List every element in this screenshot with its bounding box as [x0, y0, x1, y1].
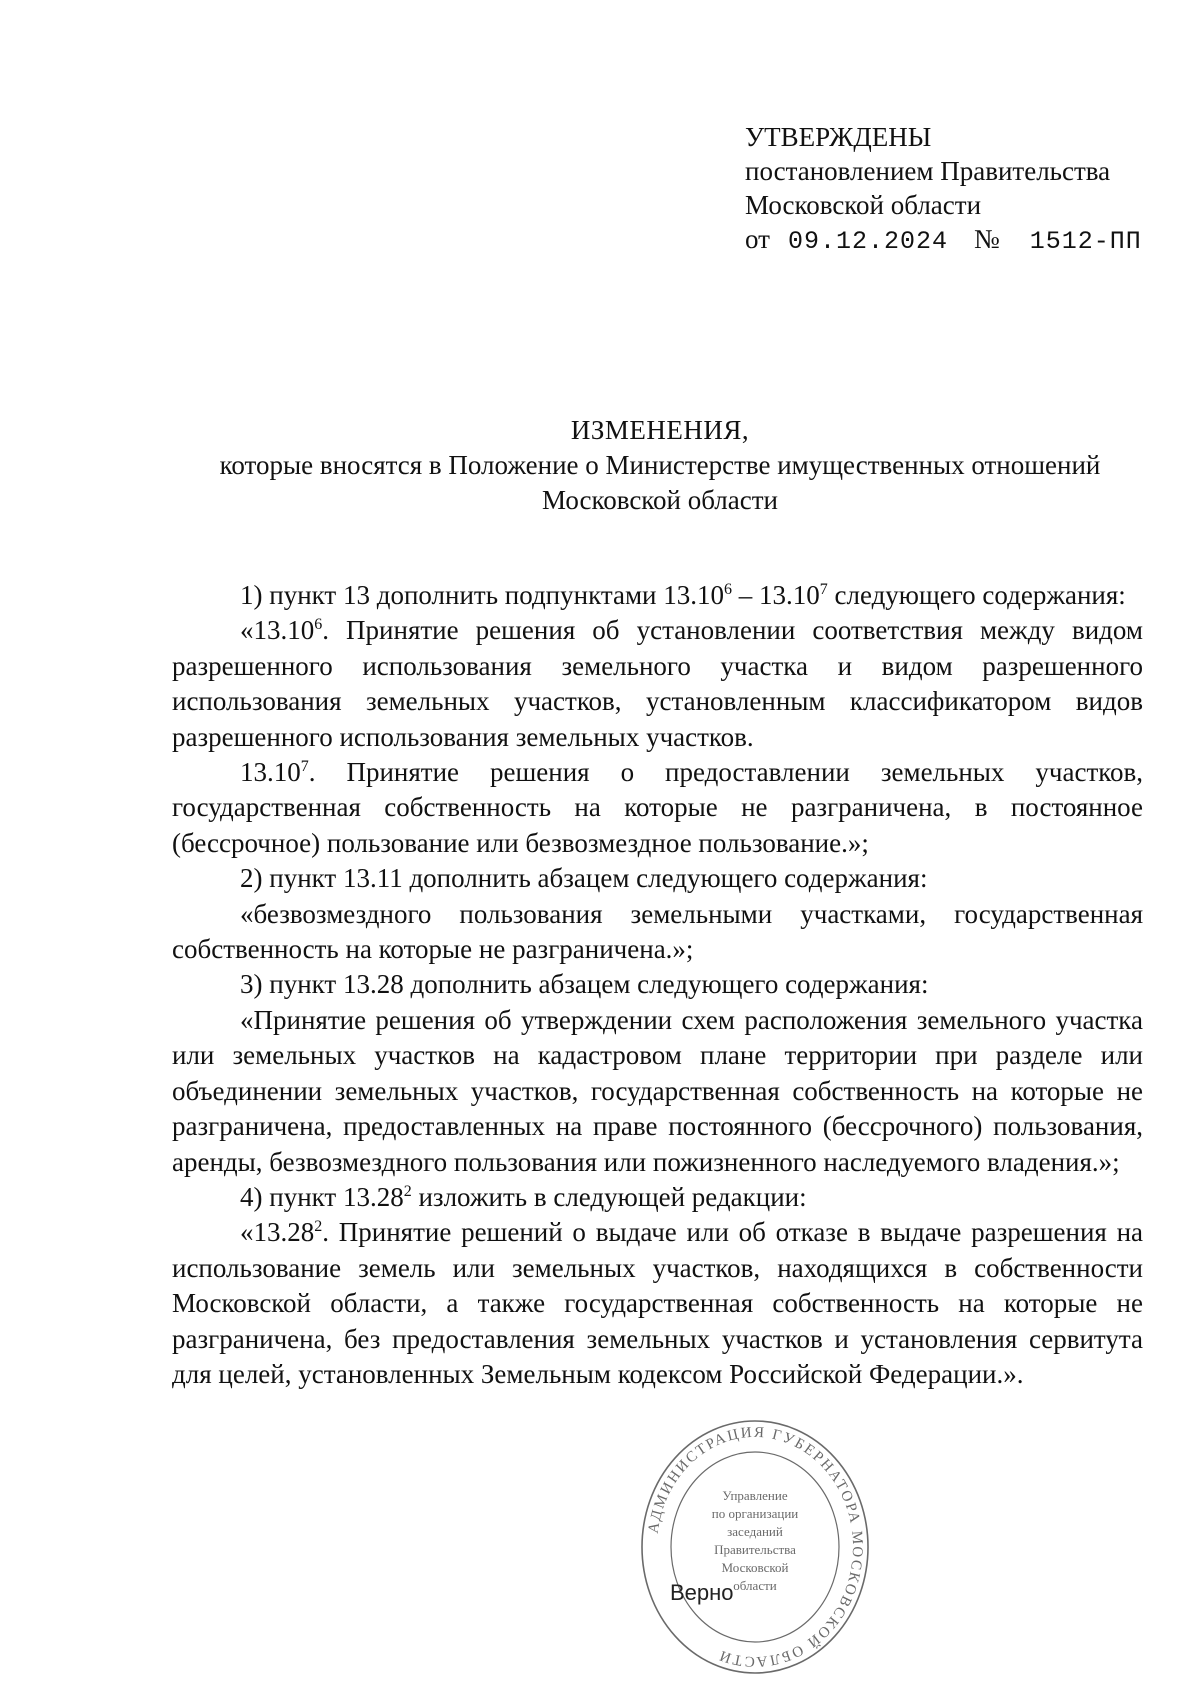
approval-date-line — [745, 222, 1142, 259]
stamp-inner-line: Правительства — [714, 1542, 796, 1557]
paragraph-2 — [172, 613, 1143, 755]
p1-sup-b: 7 — [819, 581, 828, 598]
title-line-3: Московской области — [541, 485, 778, 515]
paragraph-5: «безвозмездного пользования земельными участками, государственная собственность на которые не разграничена.»; — [172, 898, 1143, 965]
p2-text-b: . Принятие решения об установлении соответствия между видом разрешенного использования земельного участка и видом разрешенного использования земельных участков, установленным классификатором видов разрешенного использования земельных участков. — [172, 615, 1143, 752]
p9-text-a: «13.28 — [240, 1217, 315, 1248]
p8-sup-a: 2 — [403, 1182, 412, 1200]
p3-text-a: 13.10 — [240, 757, 301, 788]
paragraph-8 — [172, 1180, 1143, 1215]
paragraph-6: 3) пункт 13.28 дополнить абзацем следующего содержания: — [240, 969, 929, 1000]
verno-mark: Верно — [670, 1580, 734, 1605]
title-line-2: которые вносятся в Положение о Министерстве имущественных отношений — [219, 450, 1101, 480]
approval-number: 1512-ПП — [1029, 227, 1142, 256]
document-body — [172, 578, 1143, 1392]
p1-text-b: – 13.10 — [731, 580, 820, 610]
p9-sup-a: 2 — [314, 1218, 323, 1236]
paragraph-9 — [172, 1215, 1143, 1392]
p1-sup-a: 6 — [723, 581, 732, 598]
approval-date: 09.12.2024 — [787, 227, 948, 256]
paragraph-1 — [172, 578, 1143, 613]
p9-text-b: . Принятие решений о выдаче или об отказе в выдаче разрешения на использование земель или земельных участков, находящихся в собственности Московской области, а также государственная собственность на которые не разграничена, без предоставления земельных участков и установления сервитута для целей, установленных Земельным кодексом Российской Федерации.». — [172, 1217, 1143, 1389]
stamp-inner-line: заседаний — [727, 1524, 783, 1539]
p1-text-a: 1) пункт 13 дополнить подпунктами 13.10 — [240, 580, 724, 610]
stamp-seal-image — [638, 1418, 872, 1676]
paragraph-3 — [172, 755, 1143, 861]
p3-sup-a: 7 — [300, 758, 309, 776]
approval-block — [745, 120, 1142, 259]
svg-text:АДМИНИСТРАЦИЯ ГУБЕРНАТОРА МОСК: АДМИНИСТРАЦИЯ ГУБЕРНАТОРА МОСКОВСКОЙ ОБЛАСТИ — [645, 1424, 866, 1670]
official-stamp — [638, 1418, 872, 1676]
paragraph-7: «Принятие решения об утверждении схем расположения земельного участка или земельных участков на кадастровом плане территории при разделе или объединении земельных участков, государственная собственность на которые не разграничена, предоставленных на праве постоянного (бессрочного) пользования, аренды, безвозмездного пользования или пожизненного наследуемого владения.»; — [172, 1004, 1143, 1177]
stamp-inner-line: Московской — [721, 1560, 789, 1575]
approval-line-2: Московской области — [745, 190, 982, 220]
approval-number-sign: № — [973, 224, 1000, 254]
approval-from-label: от — [745, 224, 770, 254]
p1-text-c: следующего содержания: — [827, 580, 1126, 610]
stamp-inner-line: Управление — [722, 1488, 788, 1503]
approval-line-1: постановлением Правительства — [745, 156, 1111, 186]
document-title — [170, 413, 1150, 518]
stamp-inner-line: по организации — [711, 1506, 799, 1521]
stamp-inner-line: области — [733, 1578, 777, 1593]
paragraph-4: 2) пункт 13.11 дополнить абзацем следующего содержания: — [240, 863, 928, 894]
p3-text-b: . Принятие решения о предоставлении земельных участков, государственная собственность на которые не разграничена, в постоянное (бессрочное) пользование или безвозмездное пользование.»; — [172, 757, 1143, 858]
title-main: ИЗМЕНЕНИЯ, — [570, 415, 750, 445]
p2-sup-a: 6 — [314, 616, 323, 634]
p2-text-a: «13.10 — [240, 615, 315, 646]
approval-heading: УТВЕРЖДЕНЫ — [745, 122, 932, 152]
p8-text-a: 4) пункт 13.28 — [240, 1181, 404, 1212]
p8-text-b: изложить в следующей редакции: — [411, 1181, 807, 1212]
